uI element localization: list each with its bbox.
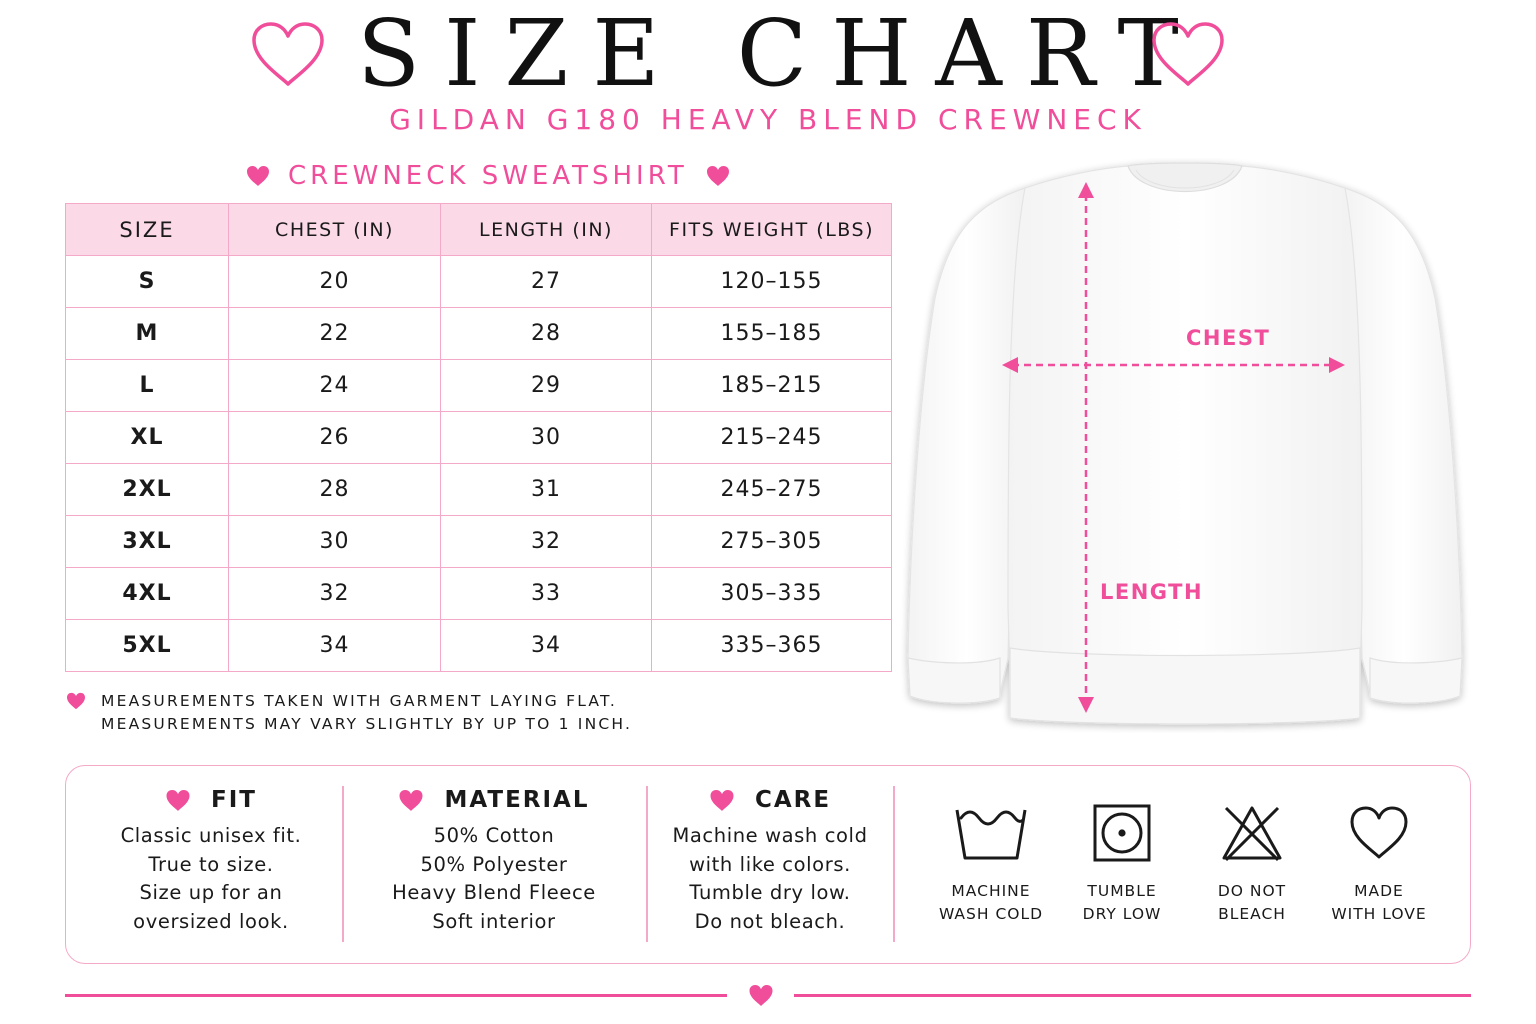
material-line: 50% Polyester <box>420 852 568 876</box>
material-line: Soft interior <box>432 909 556 933</box>
material-heading <box>366 784 622 816</box>
heart-icon <box>66 692 86 710</box>
table-row <box>66 412 892 464</box>
table-row <box>66 360 892 412</box>
fit-section <box>96 784 326 936</box>
fit-line: oversized look. <box>133 909 289 933</box>
divider <box>342 786 344 942</box>
chest-cell: 20 <box>229 256 441 308</box>
material-line: 50% Cotton <box>433 824 555 847</box>
length-cell: 30 <box>441 412 652 464</box>
chest-cell: 30 <box>229 516 441 568</box>
column-header-length: LENGTH (IN) <box>441 204 652 256</box>
column-header-size: SIZE <box>66 204 229 256</box>
chest-cell: 26 <box>229 412 441 464</box>
care-icon-label: MADE <box>1354 882 1404 900</box>
heart-icon <box>709 789 735 812</box>
care-icon-label: MACHINE <box>951 882 1031 900</box>
heart-outline-icon <box>1150 20 1226 88</box>
measurement-note <box>66 690 826 736</box>
tumble-dry-icon <box>1092 804 1152 862</box>
section-title <box>246 158 766 194</box>
heart-icon <box>748 984 774 1007</box>
length-cell: 34 <box>441 620 652 672</box>
chest-cell: 28 <box>229 464 441 516</box>
no-bleach-icon <box>1220 804 1284 862</box>
length-cell: 27 <box>441 256 652 308</box>
length-cell: 28 <box>441 308 652 360</box>
info-panel <box>65 765 1471 964</box>
page-subtitle: GILDAN G180 HEAVY BLEND CREWNECK <box>389 103 1147 136</box>
material-section <box>366 784 622 936</box>
wash-cold-item <box>926 804 1056 926</box>
sweatshirt-shape <box>908 163 1462 724</box>
care-line: Do not bleach. <box>694 909 846 933</box>
page-title: SIZE CHART <box>357 0 1203 107</box>
length-label: LENGTH <box>1100 580 1204 604</box>
column-header-weight: FITS WEIGHT (LBS) <box>652 204 892 256</box>
heart-icon <box>246 165 270 187</box>
chest-cell: 32 <box>229 568 441 620</box>
footer-divider <box>794 994 1471 997</box>
care-icon-label: WITH LOVE <box>1331 905 1427 923</box>
care-section <box>662 784 878 936</box>
chest-cell: 22 <box>229 308 441 360</box>
weight-cell: 215–245 <box>652 412 892 464</box>
wash-tub-icon <box>953 804 1029 862</box>
made-with-love-item <box>1316 804 1442 926</box>
table-row <box>66 568 892 620</box>
size-cell: S <box>66 256 229 308</box>
care-icon-label: DRY LOW <box>1082 905 1162 923</box>
fit-line: Classic unisex fit. <box>120 824 302 847</box>
size-cell: M <box>66 308 229 360</box>
tumble-dry-item <box>1066 804 1178 926</box>
weight-cell: 245–275 <box>652 464 892 516</box>
heart-outline-icon <box>1348 804 1410 862</box>
column-header-chest: CHEST (IN) <box>229 204 441 256</box>
weight-cell: 120–155 <box>652 256 892 308</box>
size-cell: 5XL <box>66 620 229 672</box>
size-cell: 2XL <box>66 464 229 516</box>
heart-icon <box>398 789 424 812</box>
care-line: Machine wash cold <box>672 824 868 847</box>
sweatshirt-diagram <box>900 158 1470 733</box>
note-line: MEASUREMENTS TAKEN WITH GARMENT LAYING FLAT. <box>101 692 617 710</box>
table-row <box>66 516 892 568</box>
chest-cell: 24 <box>229 360 441 412</box>
size-cell: L <box>66 360 229 412</box>
table-row <box>66 620 892 672</box>
fit-line: True to size. <box>148 852 274 876</box>
care-heading <box>662 784 878 816</box>
table-row <box>66 308 892 360</box>
table-row <box>66 464 892 516</box>
length-cell: 33 <box>441 568 652 620</box>
weight-cell: 275–305 <box>652 516 892 568</box>
divider <box>646 786 648 942</box>
weight-cell: 305–335 <box>652 568 892 620</box>
care-title: CARE <box>754 787 832 813</box>
care-line: Tumble dry low. <box>689 881 851 904</box>
fit-line: Size up for an <box>139 881 283 904</box>
heart-icon <box>706 165 730 187</box>
fit-heading <box>96 784 326 816</box>
footer-divider <box>65 994 727 997</box>
care-icon-label: WASH COLD <box>938 905 1044 923</box>
fit-title: FIT <box>211 787 257 813</box>
table-row <box>66 256 892 308</box>
size-cell: 4XL <box>66 568 229 620</box>
care-icon-label: TUMBLE <box>1087 882 1157 900</box>
material-line: Heavy Blend Fleece <box>392 881 596 904</box>
table-header-row <box>66 204 892 256</box>
divider <box>893 786 895 942</box>
chest-cell: 34 <box>229 620 441 672</box>
no-bleach-item <box>1196 804 1308 926</box>
size-cell: XL <box>66 412 229 464</box>
length-cell: 32 <box>441 516 652 568</box>
length-cell: 31 <box>441 464 652 516</box>
care-icon-label: BLEACH <box>1218 905 1286 923</box>
weight-cell: 155–185 <box>652 308 892 360</box>
section-title-text: CREWNECK SWEATSHIRT <box>288 161 688 191</box>
weight-cell: 185–215 <box>652 360 892 412</box>
care-icon-label: DO NOT <box>1217 882 1287 900</box>
weight-cell: 335–365 <box>652 620 892 672</box>
care-line: with like colors. <box>689 852 851 876</box>
heart-icon <box>165 789 191 812</box>
length-cell: 29 <box>441 360 652 412</box>
material-title: MATERIAL <box>444 787 590 813</box>
chest-label: CHEST <box>1186 326 1271 350</box>
size-cell: 3XL <box>66 516 229 568</box>
note-line: MEASUREMENTS MAY VARY SLIGHTLY BY UP TO 1 INCH. <box>101 715 633 733</box>
size-table <box>65 203 892 672</box>
